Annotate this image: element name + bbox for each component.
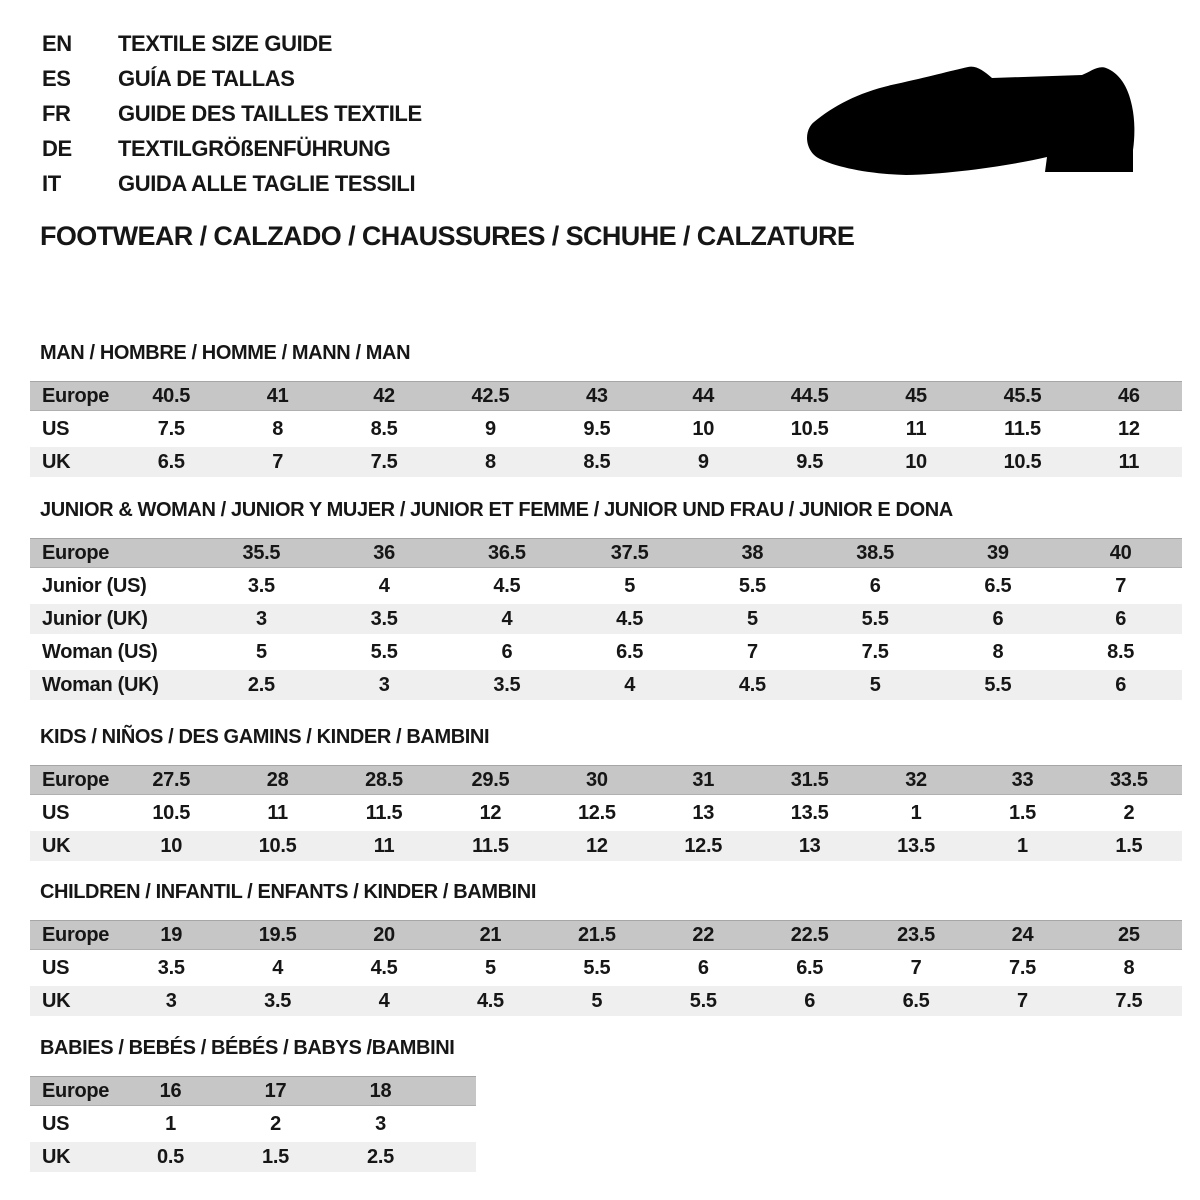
- table-title: BABIES / BEBÉS / BÉBÉS / BABYS /BAMBINI: [40, 1037, 455, 1059]
- size-value: 4.5: [738, 673, 766, 696]
- size-value: 3.5: [370, 607, 398, 630]
- size-value: 21.5: [577, 923, 616, 946]
- size-value: 3: [375, 1112, 386, 1135]
- size-value: 6.5: [796, 956, 824, 979]
- size-value: 39: [987, 541, 1009, 564]
- size-value: 5.5: [738, 574, 766, 597]
- size-value: 8.5: [370, 417, 398, 440]
- size-value: 6: [804, 989, 816, 1012]
- table-row: [30, 571, 1182, 601]
- row-label: UK: [42, 1145, 71, 1168]
- size-value: 10.5: [152, 801, 191, 824]
- size-table: [30, 920, 1182, 1016]
- size-value: 16: [159, 1079, 182, 1102]
- size-value: 5: [255, 640, 267, 663]
- row-label: UK: [42, 989, 71, 1012]
- size-value: 7: [910, 956, 922, 979]
- size-value: 11: [1118, 450, 1140, 473]
- language-code: ES: [42, 65, 71, 91]
- size-value: 38.5: [856, 541, 894, 564]
- size-value: 7.5: [1009, 956, 1036, 979]
- table-row: [30, 1109, 476, 1139]
- size-value: 4: [378, 989, 390, 1012]
- language-row: [42, 96, 422, 131]
- size-value: 8.5: [1107, 640, 1135, 663]
- size-value: 13: [692, 801, 715, 824]
- table-row: [30, 381, 1182, 411]
- size-value: 5.5: [370, 640, 398, 663]
- size-value: 36: [373, 541, 395, 564]
- size-value: 6.5: [157, 450, 185, 473]
- row-label: US: [42, 417, 70, 440]
- size-value: 4.5: [493, 574, 521, 597]
- size-value: 31: [692, 768, 715, 791]
- size-value: 45.5: [1003, 384, 1042, 407]
- table-row: [30, 414, 1182, 444]
- size-value: 3.5: [247, 574, 275, 597]
- size-value: 5.5: [583, 956, 611, 979]
- row-label: Europe: [42, 1079, 110, 1102]
- size-value: 7: [746, 640, 758, 663]
- size-value: 30: [586, 768, 608, 791]
- table-title: CHILDREN / INFANTIL / ENFANTS / KINDER / BAMBINI: [40, 881, 536, 903]
- size-value: 7: [1017, 989, 1028, 1012]
- size-value: 9.5: [583, 417, 611, 440]
- size-value: 7.5: [157, 417, 185, 440]
- row-label: Europe: [42, 384, 110, 407]
- size-value: 12.5: [684, 834, 723, 857]
- size-value: 8: [272, 417, 284, 440]
- size-value: 6: [697, 956, 709, 979]
- size-table: [30, 765, 1182, 861]
- size-value: 5: [485, 956, 496, 979]
- language-row: [42, 131, 422, 166]
- size-value: 40: [1109, 541, 1132, 564]
- size-value: 29.5: [471, 768, 510, 791]
- size-value: 38: [741, 541, 764, 564]
- size-value: 9.5: [796, 450, 824, 473]
- size-table-section-junior-woman: [30, 500, 1182, 700]
- size-value: 13: [798, 834, 821, 857]
- table-title: JUNIOR & WOMAN / JUNIOR Y MUJER / JUNIOR ET FEMME / JUNIOR UND FRAU / JUNIOR E DONA: [40, 499, 953, 521]
- size-value: 4.5: [476, 989, 504, 1012]
- size-value: 45: [905, 384, 927, 407]
- row-label: Junior (US): [42, 574, 147, 597]
- size-value: 21: [479, 923, 502, 946]
- size-value: 1.5: [1115, 834, 1143, 857]
- size-value: 8.5: [583, 450, 611, 473]
- language-title: TEXTILGRÖßENFÜHRUNG: [118, 135, 391, 161]
- language-title: GUIDE DES TAILLES TEXTILE: [118, 100, 422, 126]
- size-value: 33: [1011, 768, 1034, 791]
- size-table: [30, 538, 1182, 700]
- size-value: 10.5: [790, 417, 829, 440]
- size-value: 11.5: [472, 834, 509, 857]
- language-row: [42, 61, 422, 96]
- size-value: 2: [270, 1112, 281, 1135]
- size-value: 3: [255, 607, 267, 630]
- size-value: 44.5: [790, 384, 829, 407]
- size-value: 1.5: [262, 1145, 289, 1168]
- language-code: EN: [42, 30, 72, 56]
- size-value: 40.5: [152, 384, 191, 407]
- table-row: [30, 953, 1182, 983]
- size-value: 7.5: [861, 640, 889, 663]
- size-value: 11.5: [1004, 417, 1041, 440]
- table-title: KIDS / NIÑOS / DES GAMINS / KINDER / BAMBINI: [40, 726, 490, 748]
- size-value: 20: [373, 923, 395, 946]
- row-label: Woman (UK): [42, 673, 159, 696]
- table-row: [30, 637, 1182, 667]
- size-value: 3: [165, 989, 177, 1012]
- size-value: 1: [1017, 834, 1028, 857]
- size-value: 18: [369, 1079, 392, 1102]
- size-value: 5: [869, 673, 881, 696]
- size-value: 9: [485, 417, 496, 440]
- size-value: 19.5: [258, 923, 297, 946]
- size-value: 5: [591, 989, 603, 1012]
- language-title: TEXTILE SIZE GUIDE: [118, 30, 333, 56]
- size-value: 5.5: [861, 607, 889, 630]
- size-value: 3.5: [493, 673, 521, 696]
- table-title: MAN / HOMBRE / HOMME / MANN / MAN: [40, 342, 411, 364]
- table-row: [30, 447, 1182, 477]
- table-row: [30, 538, 1182, 568]
- size-value: 10: [905, 450, 927, 473]
- size-value: 8: [992, 640, 1004, 663]
- size-table: [30, 1076, 1182, 1172]
- size-value: 3: [378, 673, 390, 696]
- size-value: 5: [624, 574, 636, 597]
- table-row: [30, 986, 1182, 1016]
- size-value: 6: [869, 574, 881, 597]
- size-value: 8: [1123, 956, 1135, 979]
- size-value: 11: [373, 834, 395, 857]
- row-label: US: [42, 1112, 70, 1135]
- size-value: 7: [272, 450, 284, 473]
- size-value: 9: [697, 450, 709, 473]
- row-label: Europe: [42, 541, 110, 564]
- size-value: 5: [746, 607, 758, 630]
- size-value: 35.5: [242, 541, 281, 564]
- row-label: US: [42, 801, 70, 824]
- size-value: 2: [1123, 801, 1135, 824]
- size-value: 10.5: [1003, 450, 1042, 473]
- size-value: 42: [373, 384, 395, 407]
- row-label: Junior (UK): [42, 607, 148, 630]
- size-value: 11: [905, 417, 927, 440]
- row-label: Europe: [42, 768, 110, 791]
- size-value: 1: [165, 1112, 176, 1135]
- table-row: [30, 604, 1182, 634]
- size-value: 27.5: [152, 768, 191, 791]
- row-label: Woman (US): [42, 640, 158, 663]
- size-value: 10.5: [258, 834, 297, 857]
- size-table-section-kids: [30, 727, 1182, 861]
- size-value: 46: [1118, 384, 1140, 407]
- size-tables: [30, 343, 1182, 1175]
- size-value: 31.5: [790, 768, 829, 791]
- language-row: [42, 26, 422, 61]
- size-value: 24: [1011, 923, 1034, 946]
- category-heading: FOOTWEAR / CALZADO / CHAUSSURES / SCHUHE / CALZATURE: [40, 221, 855, 251]
- size-value: 28: [266, 768, 289, 791]
- size-value: 4: [501, 607, 513, 630]
- row-label: Europe: [42, 923, 110, 946]
- size-value: 37.5: [610, 541, 649, 564]
- size-value: 4: [272, 956, 284, 979]
- size-value: 11: [267, 801, 288, 824]
- size-value: 6.5: [902, 989, 930, 1012]
- size-value: 11.5: [365, 801, 403, 824]
- language-code: FR: [42, 100, 71, 126]
- size-value: 4.5: [616, 607, 644, 630]
- language-row: [42, 166, 422, 201]
- size-value: 41: [266, 384, 289, 407]
- language-code: DE: [42, 135, 72, 161]
- table-row: [30, 831, 1182, 861]
- size-value: 22.5: [790, 923, 829, 946]
- table-row: [30, 670, 1182, 700]
- size-value: 1.5: [1009, 801, 1036, 824]
- size-value: 6: [992, 607, 1004, 630]
- language-list: [42, 26, 422, 201]
- size-table-section-babies: [30, 1038, 1182, 1172]
- language-title: GUIDA ALLE TAGLIE TESSILI: [118, 170, 416, 196]
- size-value: 42.5: [471, 384, 510, 407]
- size-value: 4: [378, 574, 390, 597]
- row-label: UK: [42, 450, 71, 473]
- size-value: 23.5: [897, 923, 935, 946]
- size-value: 44: [692, 384, 715, 407]
- size-value: 12: [479, 801, 502, 824]
- language-code: IT: [42, 170, 61, 196]
- size-value: 5.5: [984, 673, 1012, 696]
- size-value: 12.5: [577, 801, 616, 824]
- size-value: 36.5: [488, 541, 526, 564]
- size-value: 12: [586, 834, 608, 857]
- table-row: [30, 920, 1182, 950]
- size-value: 0.5: [157, 1145, 184, 1168]
- size-value: 2.5: [247, 673, 275, 696]
- row-label: US: [42, 956, 70, 979]
- size-value: 6: [1115, 673, 1127, 696]
- size-value: 22: [692, 923, 715, 946]
- size-value: 43: [586, 384, 608, 407]
- size-value: 6: [1115, 607, 1127, 630]
- size-value: 6.5: [984, 574, 1012, 597]
- shoe-icon: [798, 58, 1140, 186]
- size-value: 10: [160, 834, 183, 857]
- size-table-section-children: [30, 882, 1182, 1016]
- size-value: 6: [501, 640, 513, 663]
- size-value: 2.5: [367, 1145, 394, 1168]
- size-table-section-man: [30, 343, 1182, 477]
- size-value: 28.5: [365, 768, 403, 791]
- size-value: 19: [160, 923, 183, 946]
- size-value: 5.5: [689, 989, 717, 1012]
- size-value: 25: [1118, 923, 1140, 946]
- language-title: GUÍA DE TALLAS: [118, 65, 295, 91]
- size-value: 8: [485, 450, 496, 473]
- table-row: [30, 798, 1182, 828]
- size-value: 32: [905, 768, 927, 791]
- row-label: UK: [42, 834, 71, 857]
- size-value: 12: [1118, 417, 1140, 440]
- size-value: 6.5: [616, 640, 644, 663]
- table-row: [30, 1076, 476, 1106]
- size-value: 3.5: [264, 989, 292, 1012]
- size-value: 13.5: [790, 801, 829, 824]
- table-row: [30, 1142, 476, 1172]
- size-value: 7.5: [1115, 989, 1143, 1012]
- size-value: 33.5: [1109, 768, 1148, 791]
- table-row: [30, 765, 1182, 795]
- size-value: 7.5: [370, 450, 398, 473]
- size-value: 10: [692, 417, 715, 440]
- size-value: 3.5: [157, 956, 185, 979]
- size-value: 4.5: [370, 956, 398, 979]
- size-table: [30, 381, 1182, 477]
- size-value: 17: [264, 1079, 287, 1102]
- size-value: 13.5: [897, 834, 935, 857]
- size-value: 4: [624, 673, 636, 696]
- size-value: 1: [910, 801, 922, 824]
- size-value: 7: [1115, 574, 1127, 597]
